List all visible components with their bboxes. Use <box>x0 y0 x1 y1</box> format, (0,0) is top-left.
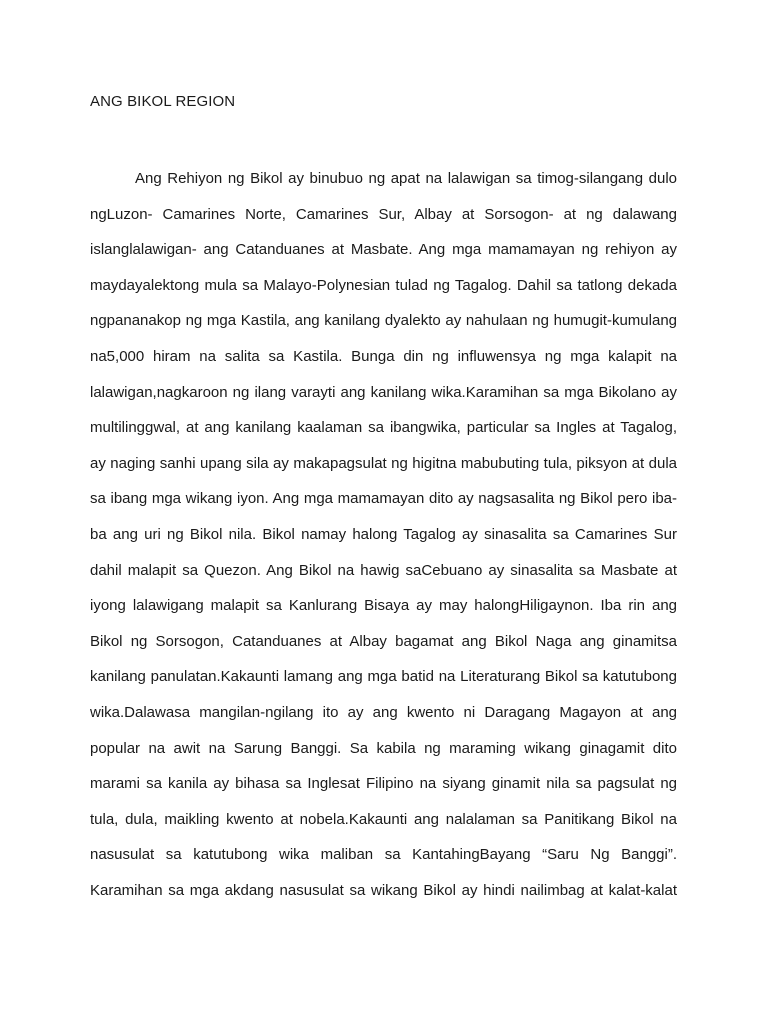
body-line: Ang Rehiyon ng Bikol ay binubuo ng apat na lalawigan sa timog-silangang dulo <box>135 170 677 187</box>
body-line: ngLuzon- Camarines Norte, Camarines Sur, Albay at Sorsogon- at ng dalawang <box>90 205 677 223</box>
body-line: sa ibang mga wikang iyon. Ang mga mamamayan dito ay nagsasalita ng Bikol pero iba- <box>90 490 677 508</box>
body-line: na5,000 hiram na salita sa Kastila. Bunga din ng influwensya ng mga kalapit na <box>90 347 677 365</box>
body-line: multilinggwal, at ang kanilang kaalaman sa ibangwika, particular sa Ingles at Tagalog, <box>90 419 677 437</box>
document-body <box>90 164 677 911</box>
body-line: Karamihan sa mga akdang nasusulat sa wikang Bikol ay hindi nailimbag at kalat-kalat <box>90 881 677 899</box>
body-line: marami sa kanila ay bihasa sa Inglesat Filipino na siyang ginamit nila sa pagsulat ng <box>90 775 677 793</box>
body-line: wika.Dalawasa mangilan-ngilang ito ay ang kwento ni Daragang Magayon at ang <box>90 703 677 721</box>
body-line: popular na awit na Sarung Banggi. Sa kabila ng maraming wikang ginagamit dito <box>90 739 677 757</box>
body-line: ngpananakop ng mga Kastila, ang kanilang dyalekto ay nahulaan ng humugit-kumulang <box>90 312 677 330</box>
body-line: iyong lalawigang malapit sa Kanlurang Bisaya ay may halongHiligaynon. Iba rin ang <box>90 597 677 615</box>
body-line: islanglalawigan- ang Catanduanes at Masbate. Ang mga mamamayan ng rehiyon ay <box>90 241 677 259</box>
body-line: tula, dula, maikling kwento at nobela.Kakaunti ang nalalaman sa Panitikang Bikol na <box>90 810 677 828</box>
body-line: ba ang uri ng Bikol nila. Bikol namay halong Tagalog ay sinasalita sa Camarines Sur <box>90 525 677 543</box>
body-line: maydayalektong mula sa Malayo-Polynesian tulad ng Tagalog. Dahil sa tatlong dekada <box>90 276 677 294</box>
body-line: kanilang panulatan.Kakaunti lamang ang mga batid na Literaturang Bikol sa katutubong <box>90 668 677 686</box>
body-line: dahil malapit sa Quezon. Ang Bikol na hawig saCebuano ay sinasalita sa Masbate at <box>90 561 677 579</box>
document-title: ANG BIKOL REGION <box>90 93 236 110</box>
body-line: lalawigan,nagkaroon ng ilang varayti ang kanilang wika.Karamihan sa mga Bikolano ay <box>90 383 677 401</box>
body-line: ay naging sanhi upang sila ay makapagsulat ng higitna mabubuting tula, piksyon at dula <box>90 454 677 472</box>
body-line: nasusulat sa katutubong wika maliban sa KantahingBayang “Saru Ng Banggi”. <box>90 846 677 864</box>
body-line: Bikol ng Sorsogon, Catanduanes at Albay bagamat ang Bikol Naga ang ginamitsa <box>90 632 677 650</box>
